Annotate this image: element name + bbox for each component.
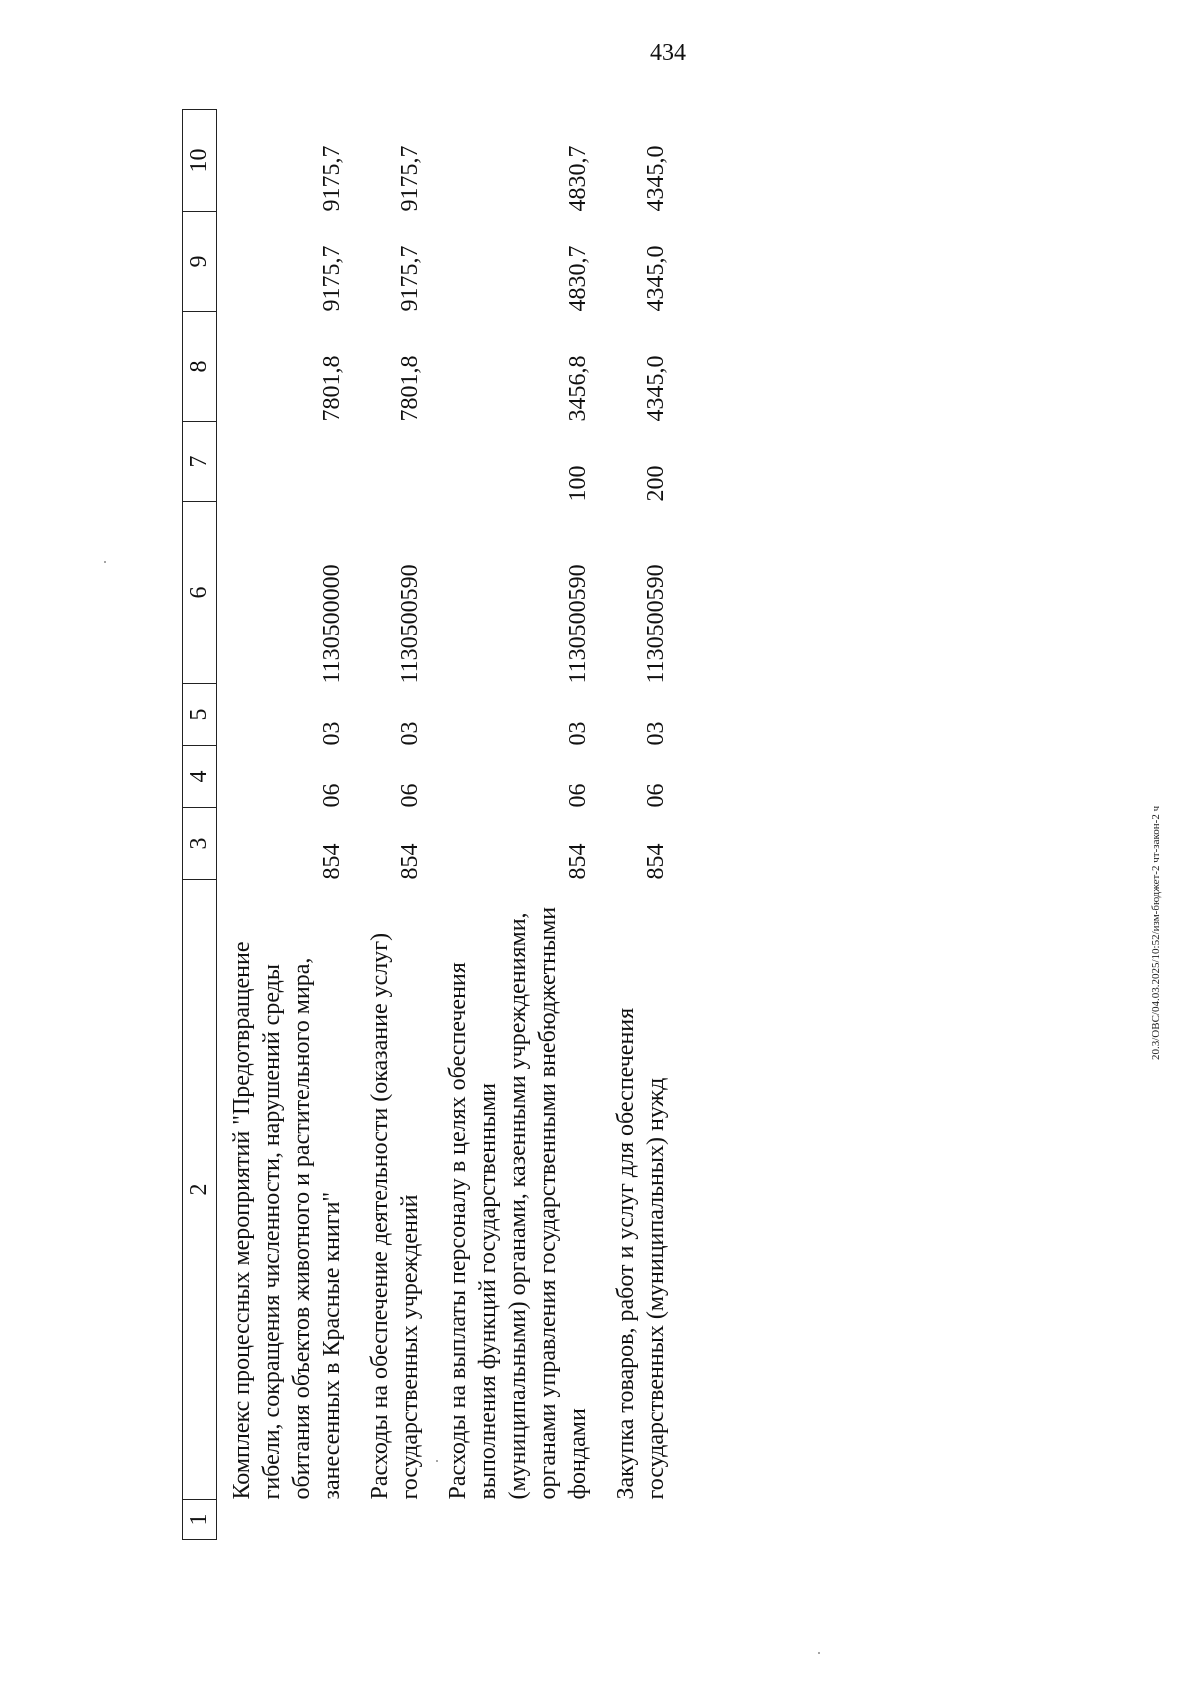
amount-cell: 7801,8 bbox=[319, 355, 345, 422]
expense-type-cell bbox=[217, 422, 348, 502]
row-description: Расходы на обеспечение деятельности (оказание услуг) государственных учреждений bbox=[367, 932, 423, 1500]
amount-cell: 9175,7 bbox=[319, 145, 345, 212]
row-number-cell bbox=[593, 1500, 671, 1540]
amount-cell: 4830,7 bbox=[565, 145, 591, 212]
amount-cell: 9175,7 bbox=[397, 245, 423, 312]
header-cell: 1 bbox=[183, 1500, 217, 1540]
row-description: Закупка товаров, работ и услуг для обеспечения государственных (муниципальных) нужд bbox=[613, 1007, 669, 1500]
subsection-cell: 03 bbox=[397, 721, 423, 746]
target-article-cell: 1130500000 bbox=[319, 564, 345, 684]
header-cell: 2 bbox=[183, 880, 217, 1500]
table-row bbox=[593, 110, 671, 1540]
header-row bbox=[183, 110, 217, 1540]
subsection-cell: 03 bbox=[565, 721, 591, 746]
amount-cell: 4345,0 bbox=[643, 245, 669, 312]
amount-cell: 9175,7 bbox=[397, 145, 423, 212]
target-article-cell: 1130500590 bbox=[643, 564, 669, 684]
amount-cell: 3456,8 bbox=[565, 355, 591, 422]
table-row bbox=[425, 110, 593, 1540]
target-article-cell: 1130500590 bbox=[397, 564, 423, 684]
row-description: Комплекс процессных мероприятий "Предотвращение гибели, сокращения численности, нарушений среды обитания объектов животного и растительного мира, занесенных в Красные книги" bbox=[229, 941, 345, 1500]
amount-cell: 7801,8 bbox=[397, 355, 423, 422]
header-cell: 4 bbox=[183, 746, 217, 808]
code-cell: 854 bbox=[643, 843, 669, 880]
row-description: Расходы на выплаты персоналу в целях обеспечения выполнения функций государственными (муниципальными) органами, казенными учреждениями, органами управления государственными внебюджетными фондами bbox=[445, 906, 591, 1500]
amount-cell: 4830,7 bbox=[565, 245, 591, 312]
expense-type-cell: 200 bbox=[643, 465, 669, 502]
expense-type-cell: 100 bbox=[565, 465, 591, 502]
amount-cell: 4345,0 bbox=[643, 145, 669, 212]
subsection-cell: 03 bbox=[643, 721, 669, 746]
header-cell: 10 bbox=[183, 110, 217, 212]
page-number: 434 bbox=[650, 40, 686, 66]
header-cell: 5 bbox=[183, 684, 217, 746]
row-number-cell bbox=[347, 1500, 425, 1540]
header-cell: 9 bbox=[183, 212, 217, 312]
row-number-cell bbox=[425, 1500, 593, 1540]
header-cell: 3 bbox=[183, 808, 217, 880]
section-cell: 06 bbox=[643, 783, 669, 808]
amount-cell: 4345,0 bbox=[643, 355, 669, 422]
code-cell: 854 bbox=[319, 843, 345, 880]
section-cell: 06 bbox=[397, 783, 423, 808]
rotated-table-wrapper bbox=[182, 110, 982, 1540]
scan-speck bbox=[818, 1652, 820, 1654]
section-cell: 06 bbox=[565, 783, 591, 808]
table-row bbox=[217, 110, 348, 1540]
header-cell: 7 bbox=[183, 422, 217, 502]
code-cell: 854 bbox=[397, 843, 423, 880]
header-cell: 6 bbox=[183, 502, 217, 684]
section-cell: 06 bbox=[319, 783, 345, 808]
amount-cell: 9175,7 bbox=[319, 245, 345, 312]
scan-speck bbox=[436, 1460, 438, 1462]
header-cell: 8 bbox=[183, 312, 217, 422]
footer-stamp: 20.3/ОВС/04.03.2025/10:52/изм-бюджет-2 чт-закон-2 ч bbox=[1150, 805, 1162, 1060]
table-row bbox=[347, 110, 425, 1540]
target-article-cell: 1130500590 bbox=[565, 564, 591, 684]
scan-speck bbox=[104, 561, 106, 563]
expense-type-cell bbox=[347, 422, 425, 502]
budget-table bbox=[182, 109, 671, 1540]
subsection-cell: 03 bbox=[319, 721, 345, 746]
row-number-cell bbox=[217, 1500, 348, 1540]
code-cell: 854 bbox=[565, 843, 591, 880]
